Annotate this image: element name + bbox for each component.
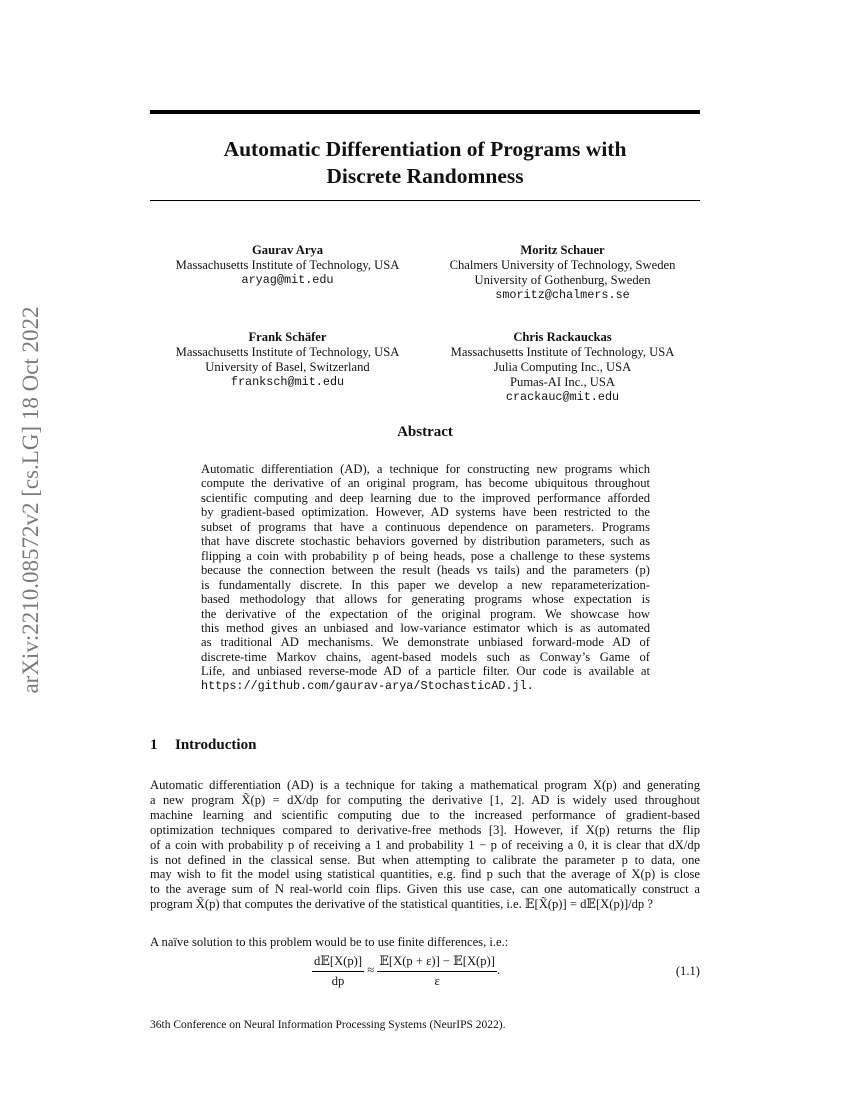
- abstract-heading: Abstract: [397, 424, 453, 440]
- text-line: Automatic differentiation (AD), a technique for constructing new programs which: [201, 462, 650, 476]
- eq-rhs: [377, 953, 497, 989]
- section-title: Introduction: [175, 737, 257, 753]
- text-line: is fundamentally discrete. In this paper we develop a new reparameterization-: [201, 577, 650, 592]
- text-line: subset of programs that have a continuous dependence on parameters. Programs: [201, 519, 650, 534]
- author-affiliation: Julia Computing Inc., USA: [493, 360, 632, 374]
- arxiv-stamp: [16, 295, 46, 705]
- equation-1-1: [150, 953, 700, 993]
- text-line: compute the derivative of an original program, has become ubiquitous throughout: [201, 476, 650, 491]
- text-line: a new program X̃(p) = dX/dp for computing the derivative [1, 2]. AD is widely used throughout: [150, 792, 700, 807]
- author-block: [425, 243, 700, 303]
- author-name: Gaurav Arya: [251, 243, 323, 257]
- author-block: [150, 243, 425, 288]
- author-affiliation: University of Gothenburg, Sweden: [474, 273, 651, 287]
- arxiv-stamp-text: arXiv:2210.08572v2 [cs.LG] 18 Oct 2022: [18, 306, 43, 694]
- eq-period: .: [496, 962, 501, 977]
- intro-paragraph: [150, 778, 700, 912]
- author-affiliation: Pumas-AI Inc., USA: [510, 375, 615, 389]
- text-line: flipping a coin with probability p of being heads, pose a challenge to these systems: [201, 548, 650, 563]
- author-email: aryag@mit.edu: [241, 273, 334, 287]
- author-affiliation: Massachusetts Institute of Technology, USA: [175, 345, 400, 359]
- title-line: Automatic Differentiation of Programs with: [223, 137, 627, 161]
- top-rule: [150, 110, 700, 114]
- eq-lhs-den: dp: [331, 974, 345, 988]
- title-line: Discrete Randomness: [326, 164, 524, 188]
- author-email: crackauc@mit.edu: [505, 390, 620, 404]
- text-line: of a coin with probability p of receiving a 1 and probability 1 − p of receiving a 0, it is clear that dX/dp: [150, 837, 700, 852]
- text-line: Life, and unbiased reverse-mode AD of a particle filter. Our code is available at: [201, 664, 650, 679]
- text-line: is not defined in the classical sense. But when attempting to calibrate the parameter p to data, one: [150, 852, 700, 867]
- text-line: that have discrete stochastic behaviors governed by distribution parameters, such as: [201, 534, 650, 549]
- section-heading: [150, 737, 256, 754]
- conference-footer: 36th Conference on Neural Information Processing Systems (NeurIPS 2022).: [150, 1019, 506, 1031]
- author-affiliation: University of Basel, Switzerland: [205, 360, 370, 374]
- eq-rhs-den: ε: [434, 974, 440, 988]
- author-email: smoritz@chalmers.se: [495, 288, 630, 302]
- text-line: by gradient-based optimization. However, AD systems have been restricted to the: [201, 505, 650, 520]
- eq-rhs-num: 𝔼[X(p + ε)] − 𝔼[X(p)]: [377, 953, 497, 972]
- text-line: program X̃(p) that computes the derivative of the statistical quantities, i.e. 𝔼[X̃(p)] = d𝔼[X(p)]/dp ?: [150, 897, 653, 912]
- text-line: may wish to fit the model using statistical quantities, e.g. find p such that the average of X(p) is close: [150, 867, 700, 882]
- text-line: to the average sum of N real-world coin flips. Given this use case, can one automatically construct a: [150, 882, 700, 897]
- eq-approx: ≈: [367, 962, 375, 977]
- text-line: based methodology that allows for generating programs whose expectation is: [201, 592, 650, 607]
- title-rule: [150, 200, 700, 201]
- author-name: Frank Schäfer: [248, 330, 327, 344]
- author-email: franksch@mit.edu: [230, 375, 345, 389]
- author-block: [150, 330, 425, 390]
- text-line: discrete-time Markov chains, agent-based models such as Conway’s Game of: [201, 649, 650, 664]
- text-line: https://github.com/gaurav-arya/StochasticAD.jl.: [201, 678, 534, 693]
- author-affiliation: Massachusetts Institute of Technology, USA: [175, 258, 400, 272]
- text-line: Automatic differentiation (AD) is a technique for taking a mathematical program X(p) and generating: [150, 778, 700, 792]
- text-line: because the connection between the result (heads vs tails) and the parameters (p): [201, 563, 650, 578]
- equation-number: (1.1): [675, 964, 700, 978]
- abstract-body: [201, 462, 650, 693]
- text-line: this method gives an unbiased and low-variance estimator which is as automated: [201, 620, 650, 635]
- author-name: Moritz Schauer: [520, 243, 605, 257]
- author-block: [425, 330, 700, 405]
- intro-paragraph-2: A naïve solution to this problem would be to use finite differences, i.e.:: [150, 935, 509, 949]
- text-line: the derivative of the expectation of the original program. We showcase how: [201, 606, 650, 621]
- eq-lhs-num: d𝔼[X(p)]: [312, 953, 364, 972]
- eq-lhs: [312, 953, 364, 989]
- text-line: machine learning and scientific computing due to the increased performance of gradient-based: [150, 807, 700, 822]
- author-affiliation: Chalmers University of Technology, Sweden: [449, 258, 676, 272]
- author-affiliation: Massachusetts Institute of Technology, USA: [450, 345, 675, 359]
- text-line: as traditional AD mechanisms. We demonstrate unbiased forward-mode AD of: [201, 635, 650, 650]
- text-line: optimization techniques compared to derivative-free methods [3]. However, if X(p) returns the flip: [150, 822, 700, 837]
- paper-title: [150, 136, 700, 190]
- section-number: 1: [150, 737, 158, 753]
- author-name: Chris Rackauckas: [513, 330, 612, 344]
- text-line: scientific computing and deep learning due to the improved performance afforded: [201, 490, 650, 505]
